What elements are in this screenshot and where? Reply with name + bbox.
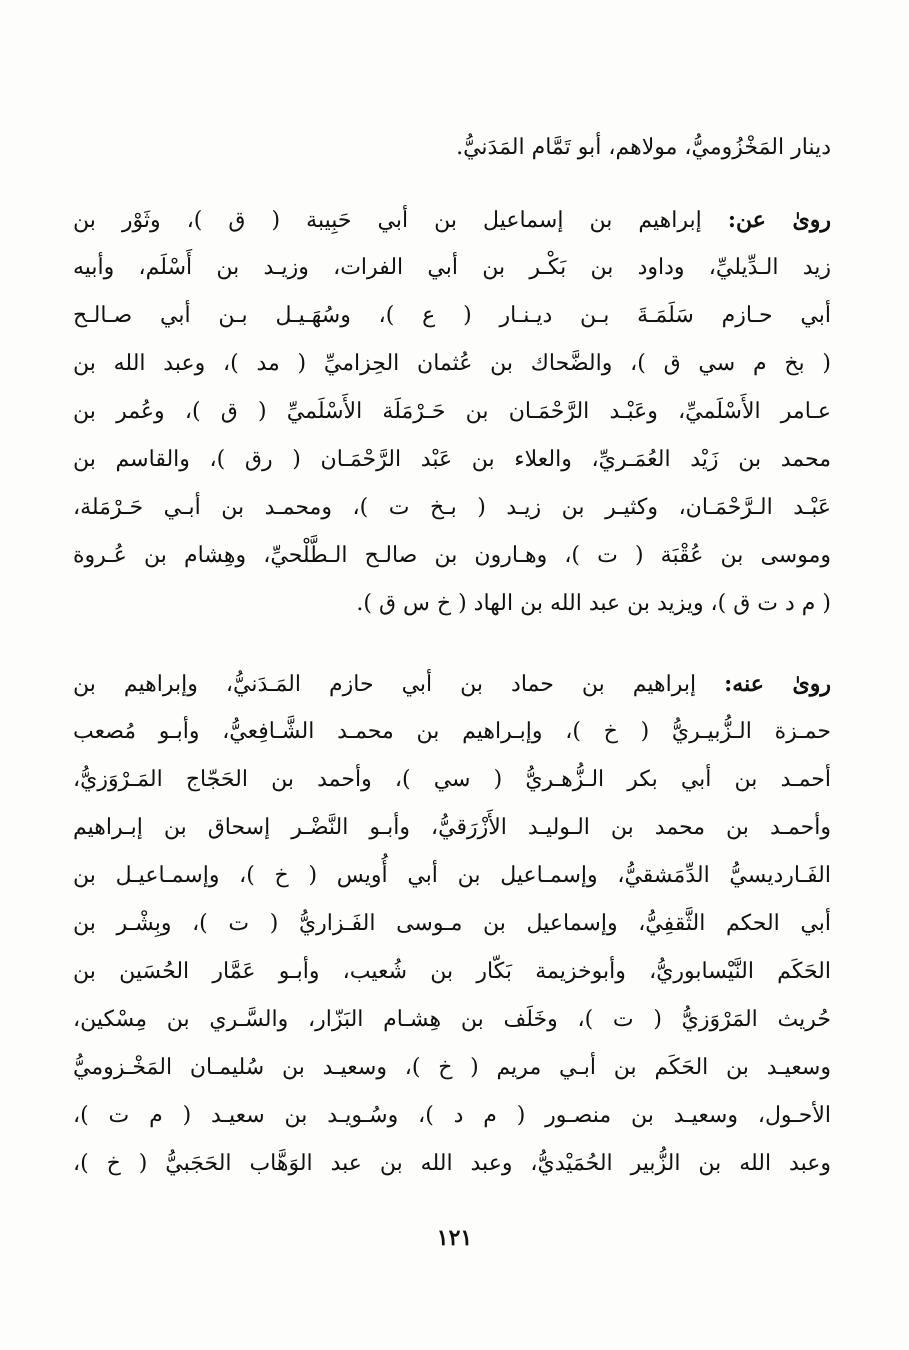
section2-line: حمـزة الـزُّبيـريُّ ( خ )، وإبـراهيم بن محمـد الشَّـافِعيُّ، وأبـو مُصعب	[73, 719, 831, 744]
section1-line: أبي حـازم سَلَمَـةَ بـن ديـنـار ( ع )، وسُهَـيـل بـن أبي صـالـح	[73, 303, 831, 328]
section2-line: وأحمـد بن محمد بن الـوليـد الأَزْرَقيُّ، وأبـو النَّضْـر إسحاق بن إبـراهيم	[73, 815, 831, 840]
section2-line: أبي الحكم الثَّقفِيُّ، وإسماعيل بن مـوسى الفَـزاريُّ ( ت )، وبِشْـر بن	[73, 911, 831, 936]
section1-line: عـامر الأَسْلَميِّ، وعَبْـد الرَّحْمَـان بن حَـرْمَلَة الأَسْلَميِّ ( ق )، وعُمر بن	[73, 399, 831, 424]
section1-first-line	[73, 196, 831, 244]
section1-line: وموسى بن عُقْبَة ( ت )، وهـارون بن صالـح الـطَّلْحيِّ، وهِشام بن عُـروة	[73, 543, 831, 568]
section2-line: وسعيـد بن الحَكَم بن أبـي مريم ( خ )، وسعيـد بن سُليمـان المَخْـزوميُّ	[73, 1055, 831, 1080]
page-number: ١٢١	[436, 1225, 473, 1251]
section1-line: محمد بن زَيْد العُمَـريِّ، والعلاء بن عَبْد الرَّحْمَـان ( رق )، والقاسم بن	[73, 447, 831, 472]
section2-first-line-text: إبراهيم بن حماد بن أبي حازم المَـدَنيُّ، وإبراهيم بن	[73, 672, 697, 697]
section2-line: الفَـارديسيُّ الدِّمَشقيُّ، وإسمـاعيل بن أبي أُويس ( خ )، وإسمـاعيـل بن	[73, 863, 831, 888]
section2-line: أحمـد بن أبي بكر الـزُّهـريُّ ( سي )، وأحمد بن الحَجّاج المَـرْوَزيُّ،	[73, 767, 831, 792]
section2-heading: روىٰ عنه:	[724, 671, 831, 697]
section1-line: زيد الـدِّيليِّ، وداود بن بَكْـر بن أبي الفرات، وزيـد بن أَسْلَم، وأبيه	[73, 255, 831, 280]
section2-line: وعبد الله بن الزُّبير الحُمَيْديُّ، وعبد الله بن عبد الوَهَّاب الحَجَبيُّ ( خ )،	[73, 1151, 831, 1176]
section1-line: عَبْـد الـرَّحْمَـان، وكثيـر بن زيـد ( بـخ ت )، ومحمـد بن أبـي حَـرْمَلة،	[73, 495, 831, 520]
section2-line: حُريث المَرْوَزيُّ ( ت )، وخَلَف بن هِشـام البَزّار، والسَّـري بن مِسْكين،	[73, 1007, 831, 1032]
section2-line: الأحـول، وسعيـد بن منصـور ( م د )، وسُـويـد بن سعيـد ( م ت )،	[73, 1103, 831, 1128]
section1-heading: روىٰ عن:	[727, 207, 831, 233]
text-line-top: دينار المَخْزُوميُّ، مولاهم، أبو تَمَّام المَدَنيُّ.	[456, 135, 831, 160]
section2-first-line	[73, 660, 831, 708]
section1-line: ( بخ م سي ق )، والضَّحاك بن عُثمان الحِزاميِّ ( مد )، وعبد الله بن	[73, 351, 831, 376]
section1-first-line-text: إبراهيم بن إسماعيل بن أبي حَبِيبة ( ق )، وثَوْر بن	[73, 208, 702, 233]
section2-line: الحَكَم النَّيْسابوريُّ، وأبوخزيمة بَكّار بن شُعيب، وأبـو عَمَّار الحُسَين بن	[73, 959, 831, 984]
section1-line-last: ( م د ت ق )، ويزيد بن عبد الله بن الهاد ( خ س ق ).	[356, 591, 831, 616]
